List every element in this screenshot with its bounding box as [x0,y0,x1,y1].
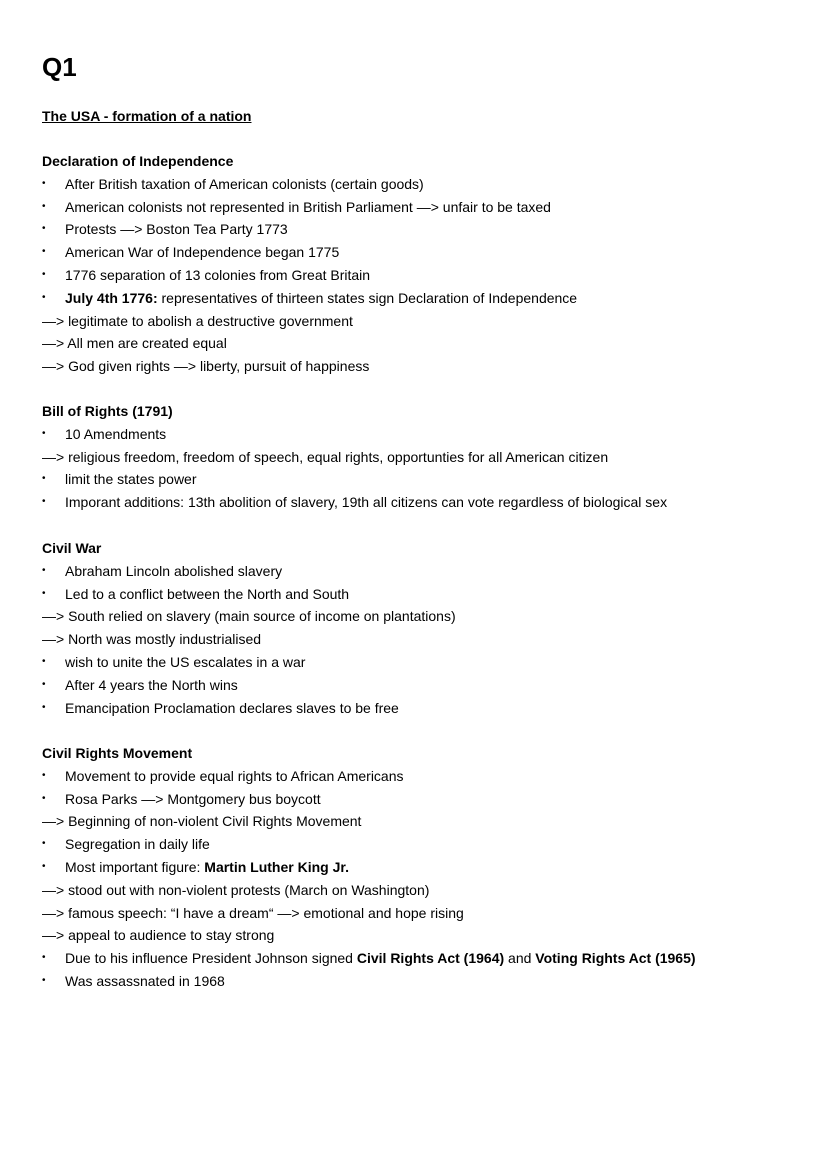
bullet-icon: • [42,952,46,964]
section-heading: Declaration of Independence [42,153,234,169]
bullet-item [42,264,812,287]
bullet-item [42,833,812,856]
arrow-note [42,605,812,628]
bullet-item [42,583,812,606]
arrow-note [42,810,812,833]
bullet-icon: • [42,200,46,212]
bullet-item [42,173,812,196]
bullet-item [42,468,812,491]
bullet-item [42,423,812,446]
line-text: —> famous speech: “I have a dream“ —> emotional and hope rising [42,904,464,921]
bullet-icon: • [42,838,46,850]
bullet-icon: • [42,473,46,485]
bullet-icon: • [42,701,46,713]
bullet-icon: • [42,427,46,439]
arrow-note [42,446,812,469]
page-subtitle: The USA - formation of a nation [42,108,252,124]
line-text: 1776 separation of 13 colonies from Great Britain [65,266,371,283]
line-text: Abraham Lincoln abolished slavery [65,562,283,579]
line-text: Emancipation Proclamation declares slaves to be free [65,699,399,716]
bullet-item [42,697,812,720]
arrow-note [42,879,812,902]
line-text: —> Beginning of non-violent Civil Rights Movement [42,813,362,830]
bullet-item [42,218,812,241]
bullet-icon: • [42,564,46,576]
bullet-item [42,856,812,879]
line-text: —> South relied on slavery (main source of income on plantations) [42,608,456,625]
bullet-item [42,196,812,219]
arrow-note [42,310,812,333]
bullet-icon: • [42,268,46,280]
line-text: —> stood out with non-violent protests (March on Washington) [42,881,430,898]
bullet-item [42,651,812,674]
section-declaration-of-independence [42,150,812,378]
section-heading: Civil Rights Movement [42,745,193,761]
bullet-item [42,491,812,514]
line-text: American War of Independence began 1775 [65,244,340,261]
bullet-icon: • [42,792,46,804]
line-text: 10 Amendments [65,425,167,442]
bullet-icon: • [42,860,46,872]
line-emphasis: Civil Rights Act (1964) [356,950,505,967]
bullet-icon: • [42,974,46,986]
line-text: Imporant additions: 13th abolition of slavery, 19th all citizens can vote regardless of biological sex [65,494,668,511]
arrow-note [42,924,812,947]
arrow-note [42,332,812,355]
bullet-icon: • [42,678,46,690]
line-text: representatives of thirteen states sign Declaration of Independence [157,289,578,306]
bullet-item [42,947,812,970]
bullet-item [42,788,812,811]
line-text: Segregation in daily life [65,836,210,853]
line-emphasis: Voting Rights Act (1965) [535,950,696,967]
line-text: —> legitimate to abolish a destructive government [42,312,353,329]
line-text: Rosa Parks —> Montgomery bus boycott [65,790,321,807]
line-text: After British taxation of American colonists (certain goods) [65,175,424,192]
section-heading: Civil War [42,540,102,556]
bullet-item [42,674,812,697]
line-text: Due to his influence President Johnson signed [65,950,357,967]
line-text: and [504,950,536,967]
section-heading: Bill of Rights (1791) [42,403,173,419]
bullet-item [42,970,812,993]
line-text: —> All men are created equal [42,335,227,352]
arrow-note [42,628,812,651]
bullet-icon: • [42,291,46,303]
line-text: Most important figure: [65,858,205,875]
bullet-item [42,560,812,583]
line-emphasis: Martin Luther King Jr. [204,858,349,875]
line-text: American colonists not represented in British Parliament —> unfair to be taxed [65,198,551,215]
line-text: Movement to provide equal rights to African Americans [65,767,404,784]
bullet-icon: • [42,246,46,258]
line-text: —> religious freedom, freedom of speech, equal rights, opportunties for all American citizen [42,448,609,465]
bullet-icon: • [42,587,46,599]
section-civil-rights-movement [42,742,812,993]
line-text: —> North was mostly industrialised [42,631,262,648]
page-title: Q1 [42,52,77,82]
line-emphasis: July 4th 1776: [65,289,158,306]
line-text: Protests —> Boston Tea Party 1773 [65,221,288,238]
section-civil-war [42,537,812,719]
bullet-icon: • [42,655,46,667]
line-text: After 4 years the North wins [65,676,238,693]
bullet-icon: • [42,769,46,781]
line-text: limit the states power [65,471,197,488]
section-bill-of-rights [42,400,812,514]
arrow-note [42,902,812,925]
line-text: —> appeal to audience to stay strong [42,927,275,944]
bullet-icon: • [42,496,46,508]
arrow-note [42,355,812,378]
bullet-item [42,241,812,264]
line-text: Led to a conflict between the North and South [65,585,350,602]
line-text: —> God given rights —> liberty, pursuit of happiness [42,358,370,375]
bullet-item [42,287,812,310]
bullet-icon: • [42,177,46,189]
bullet-icon: • [42,223,46,235]
line-text: wish to unite the US escalates in a war [65,653,306,670]
bullet-item [42,765,812,788]
line-text: Was assassnated in 1968 [65,972,225,989]
